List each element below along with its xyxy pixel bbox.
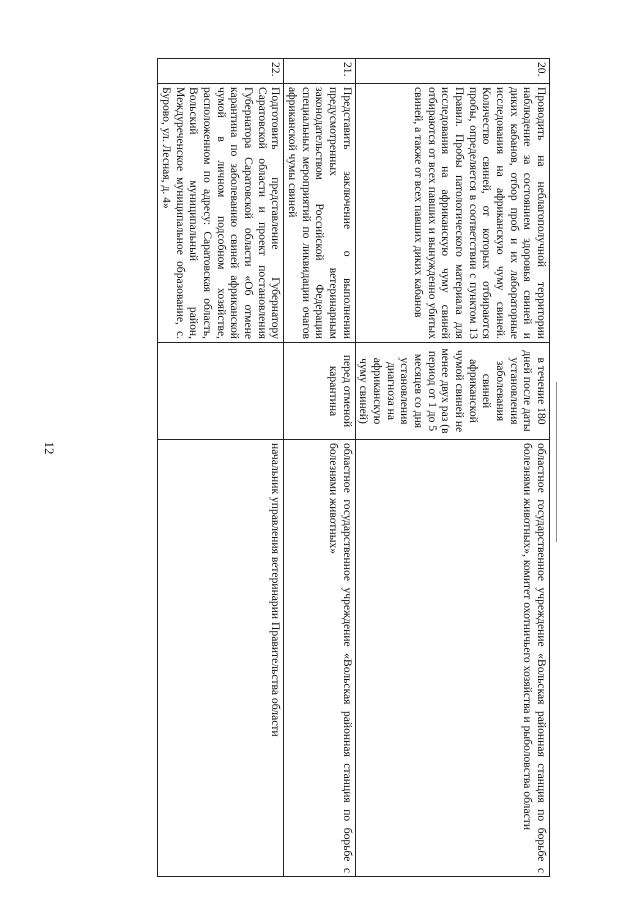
row-number: 21. bbox=[284, 59, 355, 84]
table-rotated-container bbox=[80, 58, 550, 873]
page-number: 12 bbox=[42, 441, 57, 455]
measure-term bbox=[158, 343, 284, 440]
measures-table bbox=[157, 58, 550, 877]
measure-executor: начальник управления ветеринарии Правительства области bbox=[158, 440, 284, 877]
table-row bbox=[284, 59, 355, 877]
measure-text: Подготовить представление Губернатору Саратовской области и проект постановления Губернатора Саратовской области «Об отмене карантина по заболеванию свиней африканской чумой в личном подсобном хозяйстве, расположенном по адресу: Саратовская область, Вольский муниципальный район, Междуреченское муниципальное образование, с. Бурово, ул. Лесная, д. 4» bbox=[158, 84, 284, 343]
table-rotation-frame bbox=[80, 58, 550, 873]
row-number: 22. bbox=[158, 59, 284, 84]
measure-term: перед отменой карантина bbox=[284, 343, 355, 440]
table-row bbox=[355, 59, 549, 877]
measure-executor: областное государственное учреждение «Вольская районная станция по борьбе с болезнями животных», комитет охотничьего хозяйства и рыболовства области bbox=[355, 440, 549, 877]
row-number: 20. bbox=[355, 59, 549, 84]
measure-text: Проводить на неблагополучной территории наблюдение за состоянием здоровья свиней и диких кабанов, отбор проб и их лабораторные исследования на африканскую чуму свиней. Количество свиней, от которых отбираются пробы, определяется в соответствии с пунктом 13 Правил. Пробы патологического материала для исследования на африканскую чуму свиней отбираются от всех павших и вынужденно убитых свиней, а также от всех павших диких кабанов bbox=[355, 84, 549, 343]
measure-text: Представить заключение о выполнении предусмотренных ветеринарным законодательством Российской Федерации специальных мероприятий по ликвидации очагов африканской чумы свиней bbox=[284, 84, 355, 343]
scan-artifact-line bbox=[556, 382, 557, 542]
measure-executor: областное государственное учреждение «Вольская районная станция по борьбе с болезнями животных» bbox=[284, 440, 355, 877]
measure-term: в течение 180 дней после даты установления заболевания свиней африканской чумой свиней не менее двух раз (в период от 1 до 5 месяцев со дня установления диагноза на африканскую чуму свиней) bbox=[355, 343, 549, 440]
table-row bbox=[158, 59, 284, 877]
